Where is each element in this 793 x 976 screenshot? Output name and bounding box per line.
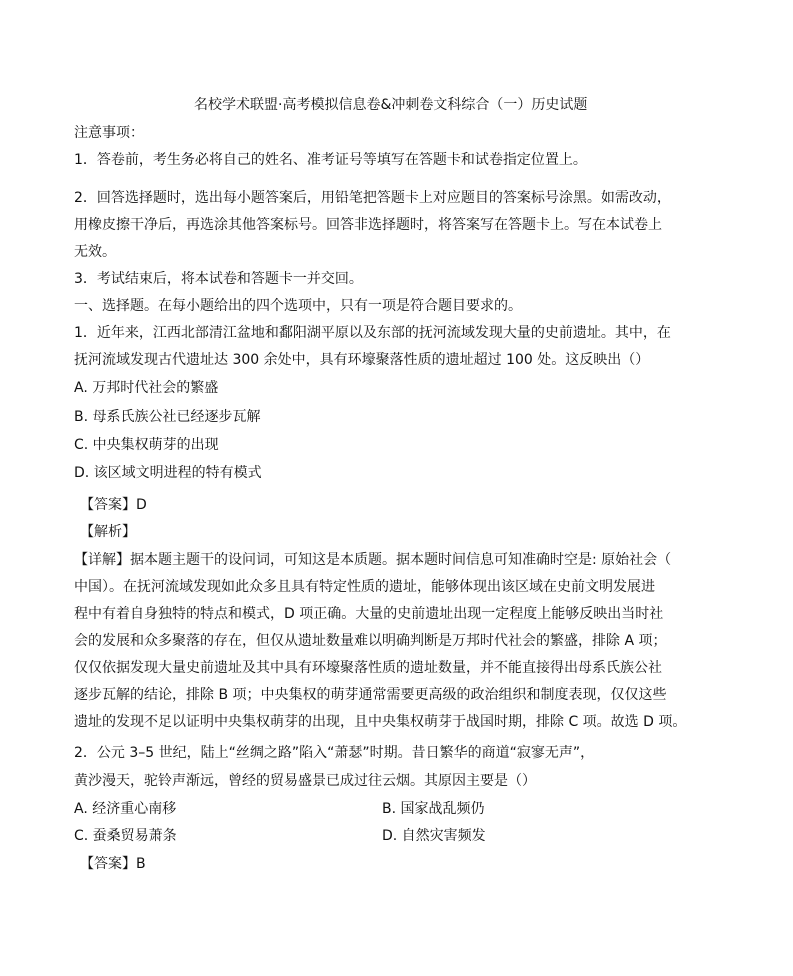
q1-answer: 【答案】D: [80, 497, 147, 513]
q2-option-a: A. 经济重心南移: [74, 801, 177, 817]
section-heading: 一、选择题。在每小题给出的四个选项中，只有一项是符合题目要求的。: [74, 298, 522, 314]
q1-detail-line-6: 逐步瓦解的结论，排除 B 项；中央集权的萌芽通常需要更高级的政治组织和制度表现，仅仅这些: [74, 687, 667, 703]
notice-item-3: 3．考试结束后，将本试卷和答题卡一并交回。: [74, 271, 363, 287]
notice-heading: 注意事项：: [74, 125, 144, 141]
q1-option-c: C. 中央集权萌芽的出现: [74, 437, 219, 453]
q1-detail-line-7: 遗址的发现不足以证明中央集权萌芽的出现，且中央集权萌芽于战国时期，排除 C 项。故选 D 项。: [74, 714, 687, 730]
notice-item-2-line-1: 2．回答选择题时，选出每小题答案后，用铅笔把答题卡上对应题目的答案标号涂黑。如需改动，: [74, 190, 671, 206]
q2-option-b: B. 国家战乱频仍: [382, 801, 485, 817]
q1-detail-line-1: 【详解】据本题主题干的设问词，可知这是本质题。据本题时间信息可知准确时空是: 原始社会（: [74, 552, 672, 568]
q1-stem-line-1: 1．近年来，江西北部清江盆地和鄱阳湖平原以及东部的抚河流域发现大量的史前遗址。其中，在: [74, 325, 671, 341]
q1-detail-line-4: 会的发展和众多聚落的存在，但仅从遗址数量难以明确判断是万邦时代社会的繁盛，排除 A 项；: [74, 633, 667, 649]
q1-detail-line-2: 中国）。在抚河流域发现如此众多且具有特定性质的遗址，能够体现出该区域在史前文明发展进: [74, 579, 655, 595]
q1-option-a: A. 万邦时代社会的繁盛: [74, 380, 219, 396]
q1-stem-line-2: 抚河流域发现古代遗址达 300 余处中，具有环壕聚落性质的遗址超过 100 处。这反映出（）: [74, 352, 650, 368]
notice-item-1: 1．答卷前，考生务必将自己的姓名、准考证号等填写在答题卡和试卷指定位置上。: [74, 152, 587, 168]
q1-analysis-heading: 【解析】: [80, 524, 136, 540]
page-title: 名校学术联盟·高考模拟信息卷&冲刺卷文科综合（一）历史试题: [194, 97, 588, 113]
notice-item-2-line-2: 用橡皮擦干净后，再选涂其他答案标号。回答非选择题时，将答案写在答题卡上。写在本试卷上: [74, 217, 662, 233]
q1-detail-line-3: 程中有着自身独特的特点和模式，D 项正确。大量的史前遗址出现一定程度上能够反映出当时社: [74, 606, 664, 622]
q2-option-d: D. 自然灾害频发: [382, 828, 486, 844]
q1-option-d: D. 该区域文明进程的特有模式: [74, 465, 262, 481]
q2-stem-line-2: 黄沙漫天，驼铃声渐远，曾经的贸易盛景已成过往云烟。其原因主要是（）: [74, 773, 536, 789]
notice-item-2-line-3: 无效。: [74, 244, 116, 260]
q2-option-c: C. 蚕桑贸易萧条: [74, 828, 177, 844]
q1-option-b: B. 母系氏族公社已经逐步瓦解: [74, 409, 261, 425]
q1-detail-line-5: 仅仅依据发现大量史前遗址及其中具有环壕聚落性质的遗址数量，并不能直接得出母系氏族公社: [74, 660, 662, 676]
q2-answer: 【答案】B: [80, 856, 146, 872]
q2-stem-line-1: 2．公元 3–5 世纪，陆上“丝绸之路”陷入“萧瑟”时期。昔日繁华的商道“寂寥无声”，: [74, 745, 595, 761]
